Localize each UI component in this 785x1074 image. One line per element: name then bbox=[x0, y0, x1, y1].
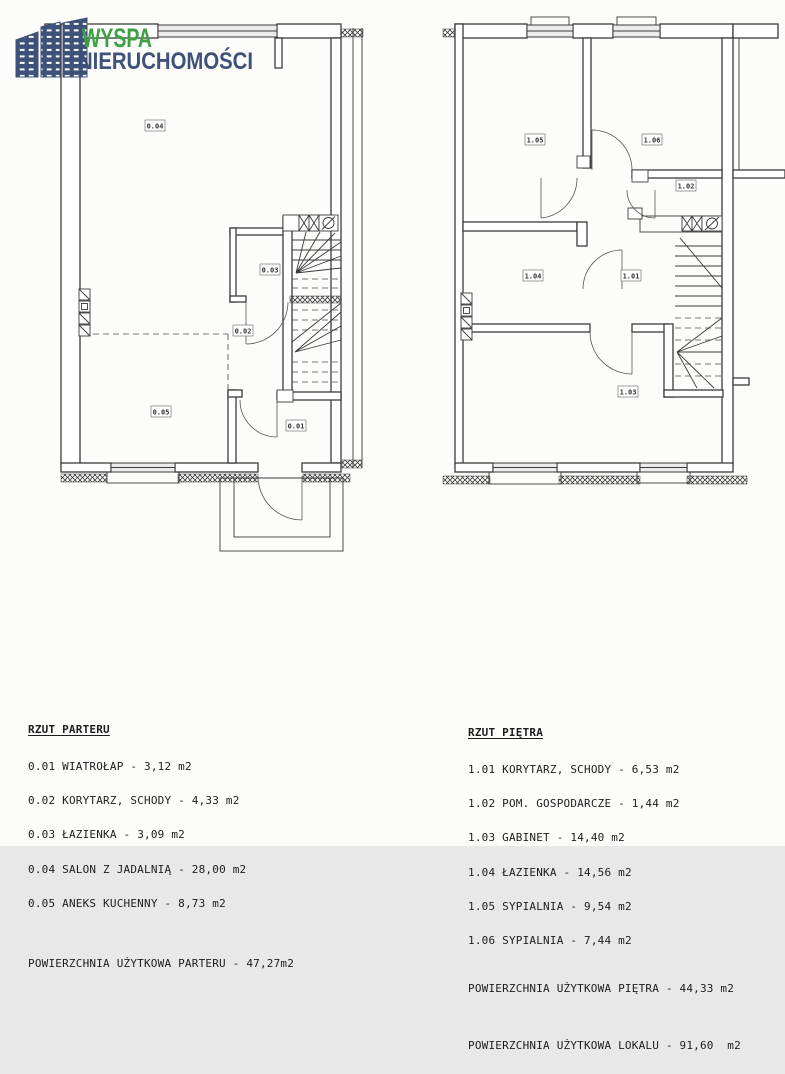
legend-ground-floor bbox=[28, 701, 294, 992]
room-labels-ground bbox=[145, 120, 306, 431]
dash: - bbox=[178, 794, 185, 808]
legend-row bbox=[468, 832, 741, 843]
legend-row bbox=[28, 761, 294, 772]
room-area: 3,09 m2 bbox=[137, 828, 185, 842]
legend-row bbox=[468, 867, 741, 878]
room-label: 1.06 bbox=[643, 136, 661, 145]
room-area: 1,44 m2 bbox=[631, 797, 680, 811]
room-area: 14,40 m2 bbox=[570, 831, 625, 845]
door-arc bbox=[541, 130, 655, 374]
room-area: 3,12 m2 bbox=[144, 760, 192, 774]
dash: - bbox=[618, 763, 625, 777]
room-label: 1.04 bbox=[524, 272, 542, 281]
dash: - bbox=[130, 760, 138, 774]
room-code: 1.05 bbox=[468, 899, 496, 913]
room-code: 1.02 bbox=[468, 797, 496, 811]
legend-row bbox=[28, 795, 294, 806]
dash: - bbox=[618, 797, 625, 811]
buildings-icon bbox=[16, 18, 87, 77]
legend-row bbox=[468, 901, 741, 912]
room-label: 0.03 bbox=[261, 266, 279, 275]
dash: - bbox=[570, 934, 578, 948]
room-name: SYPIALNIA bbox=[502, 934, 564, 948]
room-code: 1.01 bbox=[468, 763, 496, 777]
room-label: 1.05 bbox=[526, 136, 544, 145]
room-label: 1.03 bbox=[619, 388, 637, 397]
dash: - bbox=[556, 831, 564, 845]
room-code: 0.03 bbox=[28, 828, 56, 842]
brand-name-top: WYSPA bbox=[82, 23, 152, 53]
window bbox=[107, 25, 277, 483]
room-name: GABINET bbox=[502, 831, 550, 845]
room-name: SYPIALNIA bbox=[502, 899, 564, 913]
room-name: WIATROŁAP bbox=[62, 760, 124, 774]
room-area: 8,73 m2 bbox=[178, 896, 226, 910]
sink-icon bbox=[319, 215, 338, 231]
room-label: 1.02 bbox=[677, 182, 695, 191]
room-name: ANEKS KUCHENNY bbox=[62, 896, 158, 910]
room-area: 4,33 m2 bbox=[191, 794, 240, 808]
brand-name-bottom: NIERUCHOMOŚCI bbox=[78, 48, 285, 75]
ground-floor-total-area: POWIERZCHNIA UŻYTKOWA PARTERU - 47,27m2 bbox=[28, 957, 295, 971]
room-code: 0.04 bbox=[28, 862, 56, 876]
entry-porch bbox=[220, 478, 343, 551]
dash: - bbox=[178, 862, 185, 876]
room-name: KORYTARZ, SCHODY bbox=[62, 794, 172, 808]
room-label: 0.01 bbox=[287, 422, 305, 431]
room-name: ŁAZIENKA bbox=[62, 828, 117, 842]
room-code: 1.04 bbox=[468, 865, 496, 879]
room-label: 1.01 bbox=[622, 272, 640, 281]
legend-title: RZUT PIĘTRA bbox=[468, 725, 544, 739]
room-label: 0.05 bbox=[152, 408, 170, 417]
dash: - bbox=[123, 828, 131, 842]
unit-total-area: POWIERZCHNIA UŻYTKOWA LOKALU - 91,60 m2 bbox=[468, 1038, 741, 1052]
legend-title: RZUT PARTERU bbox=[28, 722, 110, 736]
dash: - bbox=[563, 865, 571, 879]
room-area: 6,53 m2 bbox=[631, 763, 680, 777]
room-name: KORYTARZ, SCHODY bbox=[502, 763, 612, 777]
dash: - bbox=[164, 896, 172, 910]
room-area: 9,54 m2 bbox=[584, 899, 632, 913]
room-name: ŁAZIENKA bbox=[502, 865, 557, 879]
stove-icon bbox=[682, 216, 702, 231]
room-area: 28,00 m2 bbox=[191, 862, 247, 876]
legend-row bbox=[28, 829, 294, 840]
utility-counter bbox=[628, 208, 722, 232]
room-code: 0.02 bbox=[28, 794, 56, 808]
sink-icon bbox=[702, 216, 722, 231]
room-name: SALON Z JADALNIĄ bbox=[62, 862, 172, 876]
dash: - bbox=[570, 899, 578, 913]
legend-row bbox=[468, 935, 741, 946]
room-code: 1.06 bbox=[468, 934, 496, 948]
stove-icon bbox=[299, 215, 319, 231]
room-label: 0.04 bbox=[146, 122, 164, 131]
room-code: 0.01 bbox=[28, 760, 56, 774]
upper-floor-total-area: POWIERZCHNIA UŻYTKOWA PIĘTRA - 44,33 m2 bbox=[468, 982, 735, 996]
legend-upper-floor bbox=[468, 704, 741, 1074]
kitchen-counter bbox=[283, 215, 338, 231]
legend-row bbox=[28, 898, 294, 909]
ground-floor-plan bbox=[45, 24, 363, 551]
room-area: 14,56 m2 bbox=[577, 865, 632, 879]
radiator-icon bbox=[79, 289, 90, 336]
room-code: 0.05 bbox=[28, 896, 56, 910]
legend-row bbox=[468, 764, 741, 775]
room-code: 1.03 bbox=[468, 831, 496, 845]
staircase bbox=[675, 238, 722, 388]
room-name: POM. GOSPODARCZE bbox=[502, 797, 612, 811]
legend-row bbox=[468, 798, 741, 809]
room-label: 0.02 bbox=[234, 327, 252, 336]
upper-floor-plan bbox=[443, 17, 785, 484]
room-area: 7,44 m2 bbox=[584, 934, 632, 948]
legend-row bbox=[28, 864, 294, 875]
